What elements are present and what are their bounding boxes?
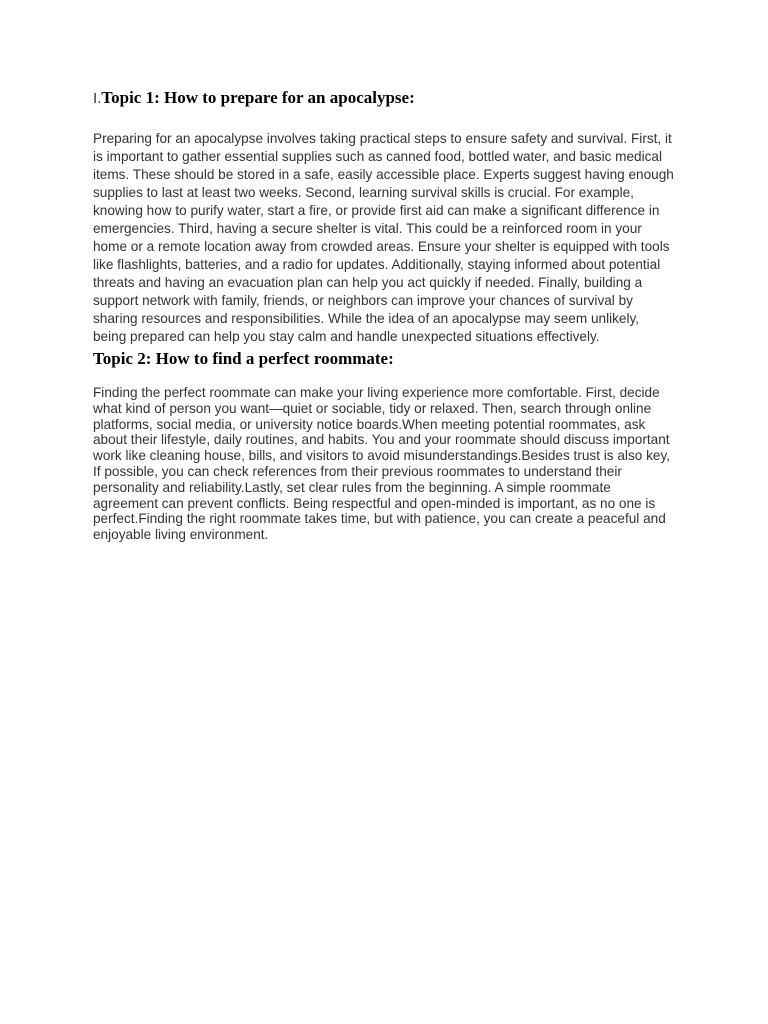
topic2-body: Finding the perfect roommate can make your living experience more comfortable. First, decide what kind of person you want—quiet or sociable, tidy or relaxed. Then, search through online platforms, social media, or university notice boards.When meeting potential roommates, ask about their lifestyle, daily routines, and habits. You and your roommate should discuss important work like cleaning house, bills, and visitors to avoid misunderstandings.Besides trust is also key, If possible, you can check references from their previous roommates to understand their personality and reliability.Lastly, set clear rules from the beginning. A simple roommate agreement can prevent conflicts. Being respectful and open-minded is important, as no one is perfect.Finding the right roommate takes time, but with patience, you can create a peaceful and enjoyable living environment. [93,385,671,543]
document-page [93,88,675,543]
topic1-title: Topic 1: How to prepare for an apocalypse: [101,88,415,107]
topic1-heading [93,88,675,108]
topic2-heading [93,349,675,369]
topic1-body: Preparing for an apocalypse involves taking practical steps to ensure safety and survival. First, it is important to gather essential supplies such as canned food, bottled water, and basic medical items. These should be stored in a safe, easily accessible place. Experts suggest having enough supplies to last at least two weeks. Second, learning survival skills is crucial. For example, knowing how to purify water, start a fire, or provide first aid can make a significant difference in emergencies. Third, having a secure shelter is vital. This could be a reinforced room in your home or a remote location away from crowded areas. Ensure your shelter is equipped with tools like flashlights, batteries, and a radio for updates. Additionally, staying informed about potential threats and having an evacuation plan can help you act quickly if needed. Finally, building a support network with family, friends, or neighbors can improve your chances of survival by sharing resources and responsibilities. While the idea of an apocalypse may seem unlikely, being prepared can help you stay calm and handle unexpected situations effectively. [93,131,674,344]
topic1-numeral: I. [93,90,102,107]
topic2-title: Topic 2: How to find a perfect roommate: [93,349,394,368]
